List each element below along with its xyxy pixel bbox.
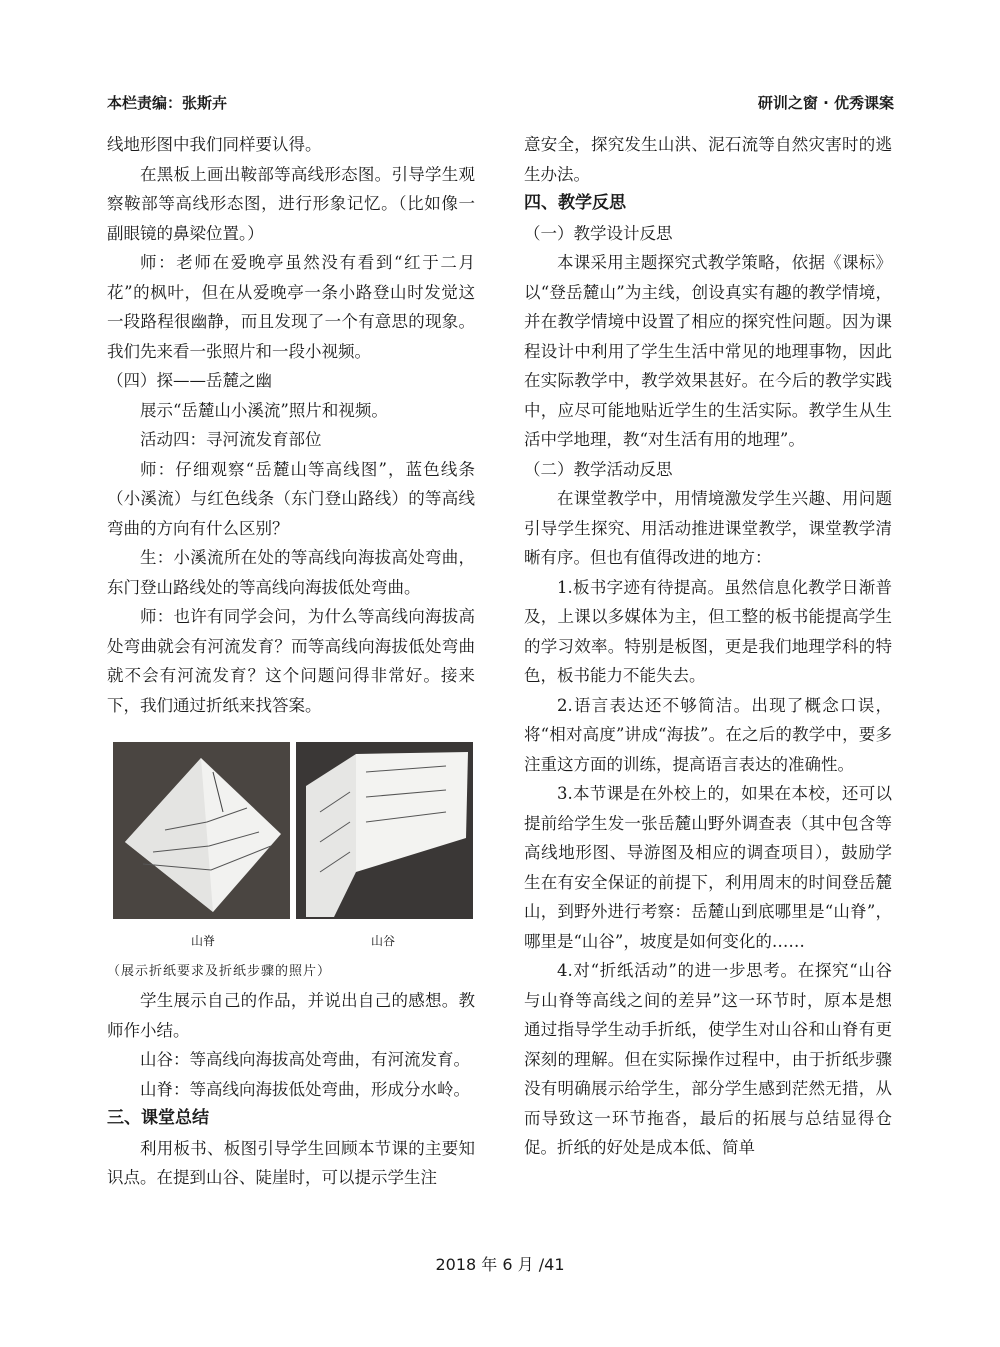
paragraph: 1.板书字迹有待提高。虽然信息化教学日渐普及，上课以多媒体为主，但工整的板书能提高学生的学习效率。特别是板图，更是我们地理学科的特色，板书能力不能失去。	[524, 577, 892, 685]
paragraph: 山谷：等高线向海拔高处弯曲，有河流发育。	[140, 1050, 470, 1069]
paragraph: 师：仔细观察“岳麓山等高线图”，蓝色线条（小溪流）与红色线条（东门登山路线）的等高线弯曲的方向有什么区别？	[107, 459, 475, 538]
ridge-photo	[113, 742, 290, 919]
paragraph: 师：也许有同学会问，为什么等高线向海拔高处弯曲就会有河流发育？而等高线向海拔低处弯曲就不会有河流发育？这个问题问得非常好。接来下，我们通过折纸来找答案。	[107, 607, 475, 715]
page-footer: 2018 年 6 月 /41	[435, 1255, 565, 1274]
valley-label: 山谷	[370, 934, 395, 948]
subsection-heading: （二）教学活动反思	[524, 459, 673, 479]
paragraph: 生：小溪流所在处的等高线向海拔高处弯曲，东门登山路线处的等高线向海拔低处弯曲。	[107, 548, 475, 597]
section-heading: 四、教学反思	[524, 193, 626, 213]
paragraph: 在课堂教学中，用情境激发学生兴趣、用问题引导学生探究、用活动推进课堂教学，课堂教学清晰有序。但也有值得改进的地方：	[524, 489, 892, 567]
activity-title: 活动四：寻河流发育部位	[140, 430, 322, 449]
paragraph: 利用板书、板图引导学生回顾本节课的主要知识点。在提到山谷、陡崖时，可以提示学生注	[107, 1138, 475, 1187]
subsection-heading: （一）教学设计反思	[524, 223, 673, 243]
valley-photo	[296, 742, 473, 919]
subsection-heading: （四）探——岳麓之幽	[107, 371, 272, 390]
running-header-editor: 本栏责编：张斯卉	[107, 94, 228, 112]
paragraph: 学生展示自己的作品，并说出自己的感想。教师作小结。	[107, 991, 475, 1040]
photo-labels	[113, 927, 473, 957]
paragraph: 2.语言表达还不够简洁。出现了概念口误，将“相对高度”讲成“海拔”。在之后的教学中，要多注重这方面的训练，提高语言表达的准确性。	[524, 695, 892, 774]
running-header-column: 研训之窗 · 优秀课案	[757, 94, 894, 112]
paragraph: 意安全，探究发生山洪、泥石流等自然灾害时的逃生办法。	[524, 135, 892, 184]
origami-photos	[113, 742, 473, 919]
right-column	[524, 130, 892, 1163]
paragraph: 本课采用主题探究式教学策略，依据《课标》以“登岳麓山”为主线，创设真实有趣的教学情境，并在教学情境中设置了相应的探究性问题。因为课程设计中利用了学生生活中常见的地理事物，因此在实际教学中，教学效果甚好。在今后的教学实践中，应尽可能地贴近学生的生活实际。教学生从生活中学地理，教“对生活有用的地理”。	[524, 253, 892, 449]
ridge-label: 山脊	[190, 934, 215, 948]
figure-caption: （展示折纸要求及折纸步骤的照片）	[107, 963, 332, 979]
paragraph: 线地形图中我们同样要认得。	[107, 135, 322, 154]
paragraph: 山脊：等高线向海拔低处弯曲，形成分水岭。	[140, 1079, 470, 1099]
paragraph: 展示“岳麓山小溪流”照片和视频。	[140, 400, 388, 420]
paragraph: 师：老师在爱晚亭虽然没有看到“红于二月花”的枫叶，但在从爱晚亭一条小路登山时发觉这一段路程很幽静，而且发现了一个有意思的现象。我们先来看一张照片和一段小视频。	[107, 253, 475, 361]
section-heading: 三、课堂总结	[107, 1108, 209, 1128]
paragraph: 4.对“折纸活动”的进一步思考。在探究“山谷与山脊等高线之间的差异”这一环节时，原本是想通过指导学生动手折纸，使学生对山谷和山脊有更深刻的理解。但在实际操作过程中，由于折纸步骤没有明确展示给学生，部分学生感到茫然无措，从而导致这一环节拖沓，最后的拓展与总结显得仓促。折纸的好处是成本低、简单	[524, 961, 892, 1157]
left-column	[107, 130, 475, 1193]
paragraph: 3.本节课是在外校上的，如果在本校，还可以提前给学生发一张岳麓山野外调查表（其中包含等高线地形图、导游图及相应的调查项目），鼓励学生在有安全保证的前提下，利用周末的时间登岳麓山，到野外进行考察：岳麓山到底哪里是“山脊”，哪里是“山谷”，坡度是如何变化的……	[524, 784, 892, 951]
paragraph: 在黑板上画出鞍部等高线形态图。引导学生观察鞍部等高线形态图，进行形象记忆。（比如像一副眼镜的鼻梁位置。）	[107, 164, 475, 243]
